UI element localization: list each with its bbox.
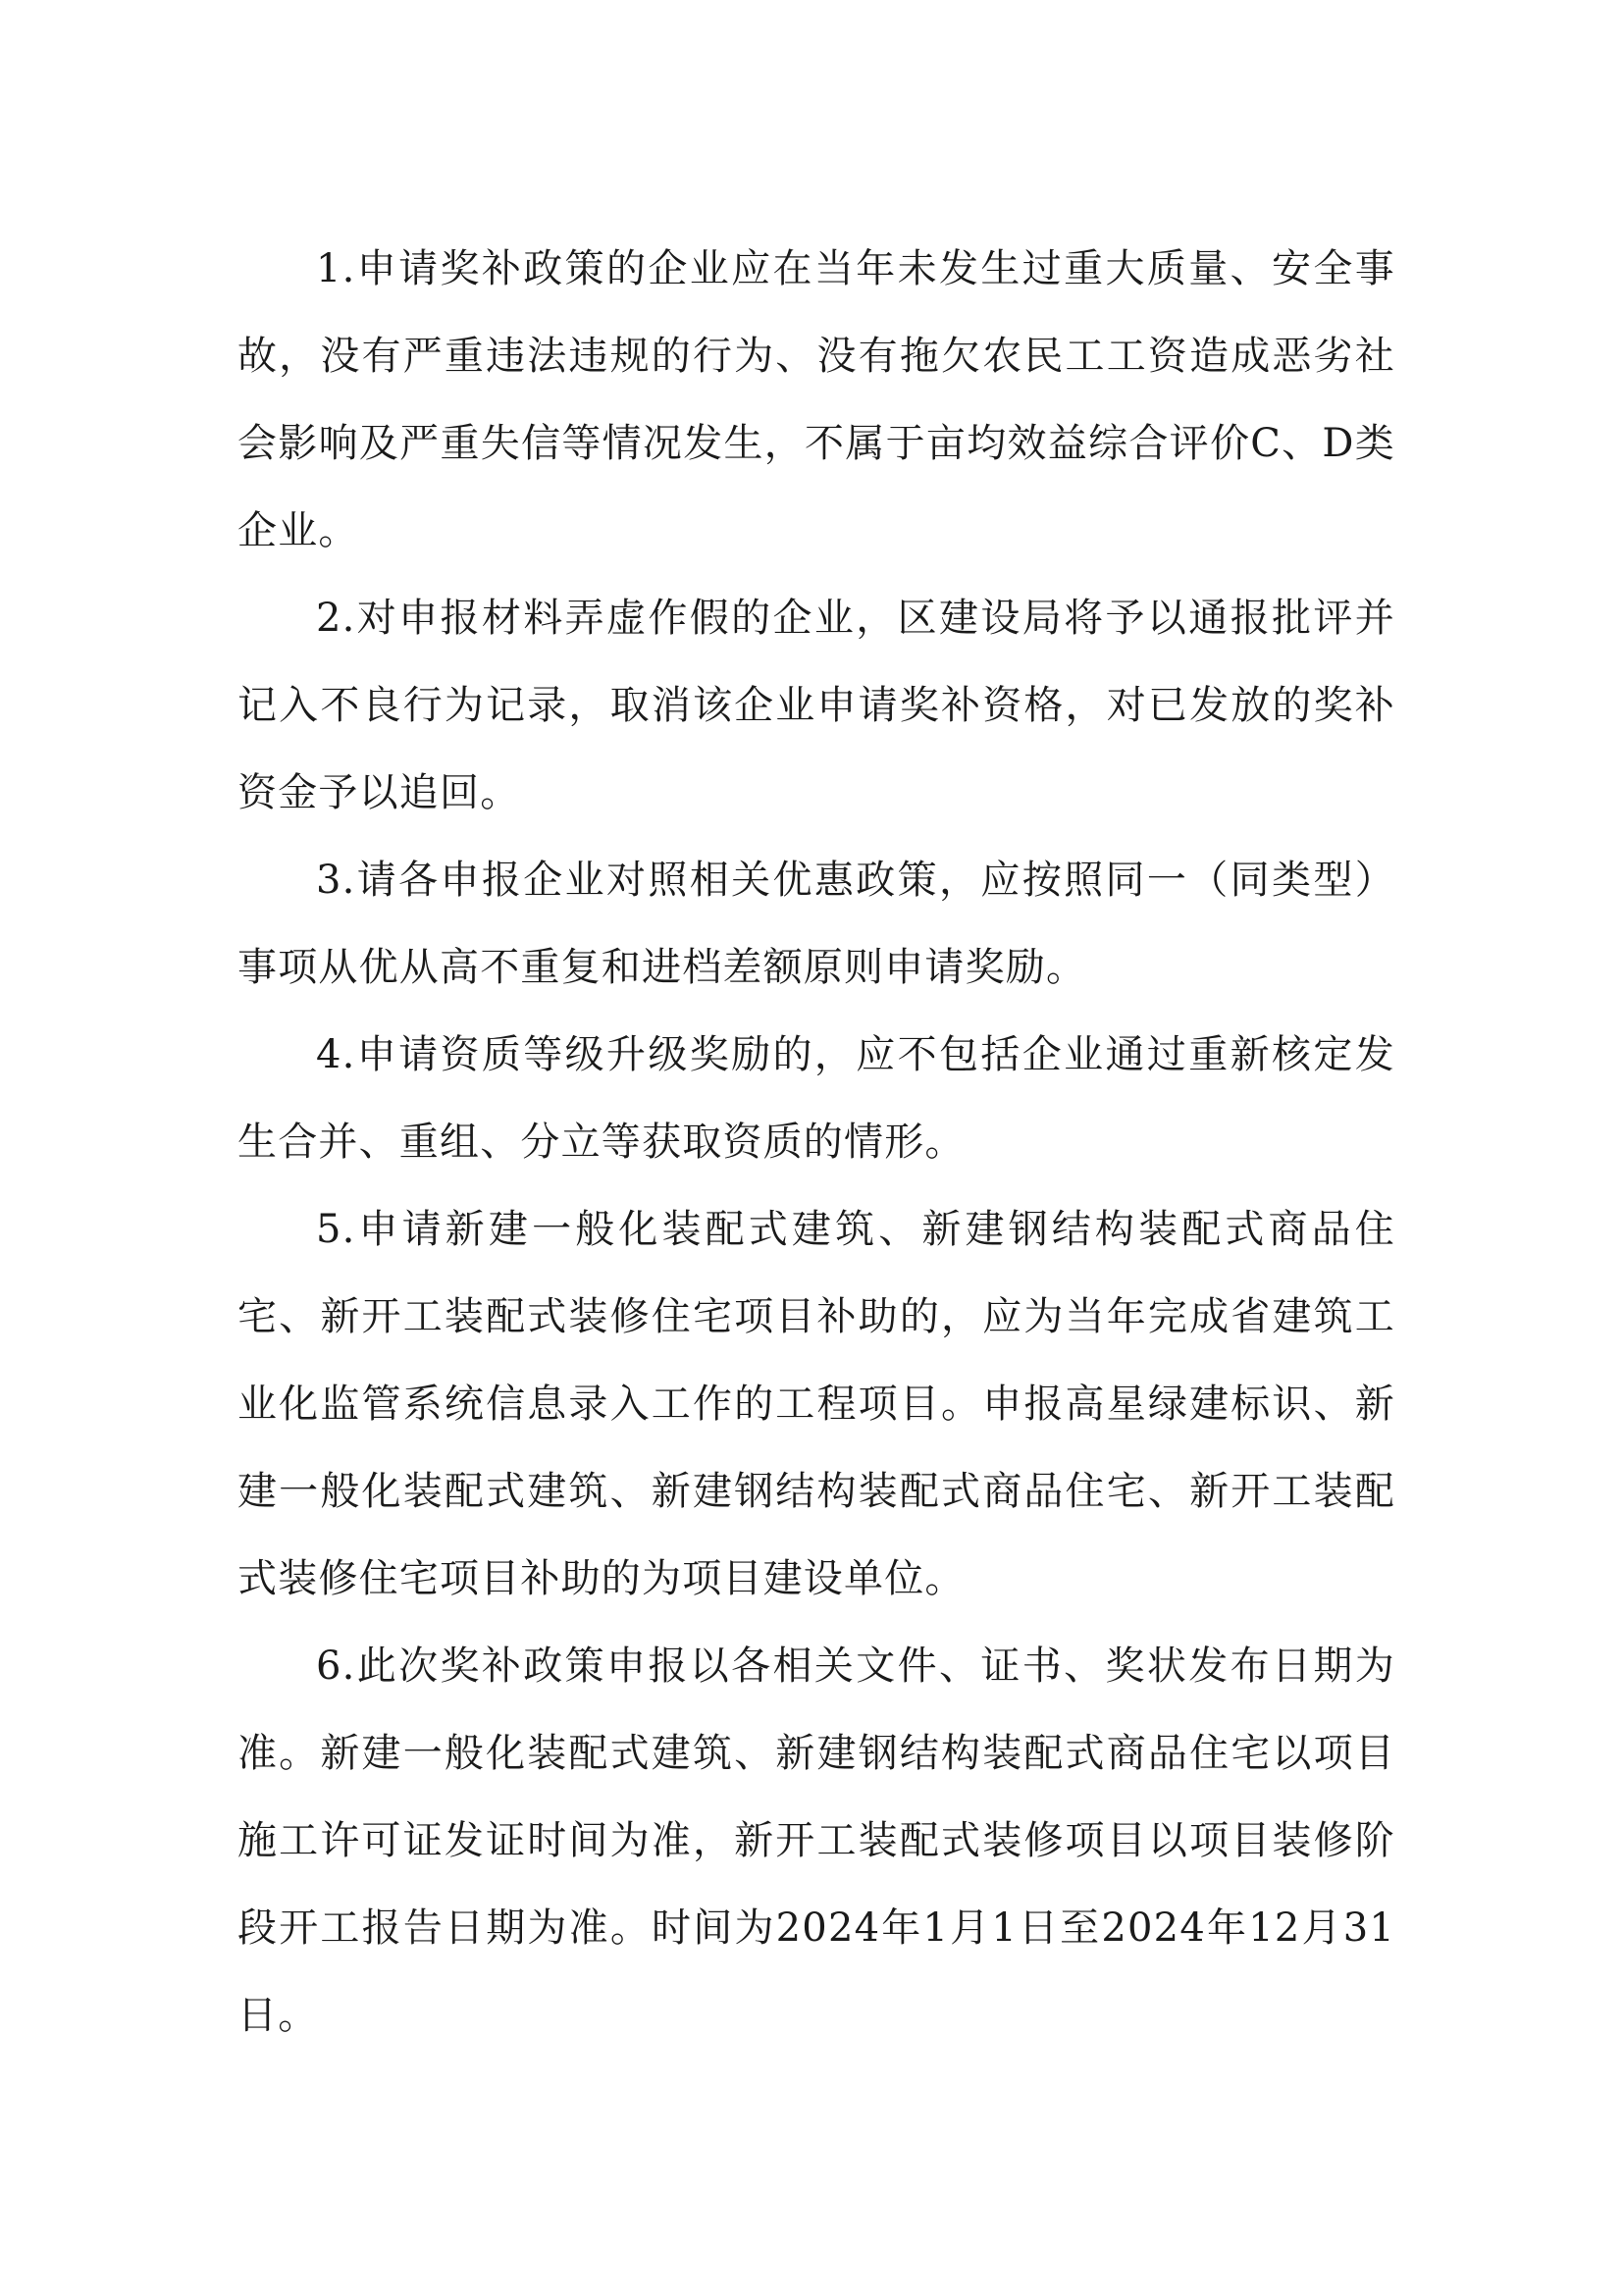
paragraph-4: 4.申请资质等级升级奖励的，应不包括企业通过重新核定发生合并、重组、分立等获取资质的情形。 <box>237 1032 1395 1165</box>
document-body <box>237 226 1395 2060</box>
paragraph-2: 2.对申报材料弄虚作假的企业，区建设局将予以通报批评并记入不良行为记录，取消该企业申请奖补资格，对已发放的奖补资金予以追回。 <box>237 596 1395 815</box>
paragraph-1: 1.申请奖补政策的企业应在当年未发生过重大质量、安全事故，没有严重违法违规的行为、没有拖欠农民工工资造成恶劣社会影响及严重失信等情况发生，不属于亩均效益综合评价C、D类企业。 <box>237 246 1395 553</box>
paragraph-3: 3.请各申报企业对照相关优惠政策，应按照同一（同类型）事项从优从高不重复和进档差额原则申请奖励。 <box>237 858 1395 990</box>
paragraph-5: 5.申请新建一般化装配式建筑、新建钢结构装配式商品住宅、新开工装配式装修住宅项目补助的，应为当年完成省建筑工业化监管系统信息录入工作的工程项目。申报高星绿建标识、新建一般化装配式建筑、新建钢结构装配式商品住宅、新开工装配式装修住宅项目补助的为项目建设单位。 <box>237 1207 1395 1601</box>
paragraph-6: 6.此次奖补政策申报以各相关文件、证书、奖状发布日期为准。新建一般化装配式建筑、新建钢结构装配式商品住宅以项目施工许可证发证时间为准，新开工装配式装修项目以项目装修阶段开工报告日期为准。时间为2024年1月1日至2024年12月31日。 <box>237 1644 1395 2038</box>
